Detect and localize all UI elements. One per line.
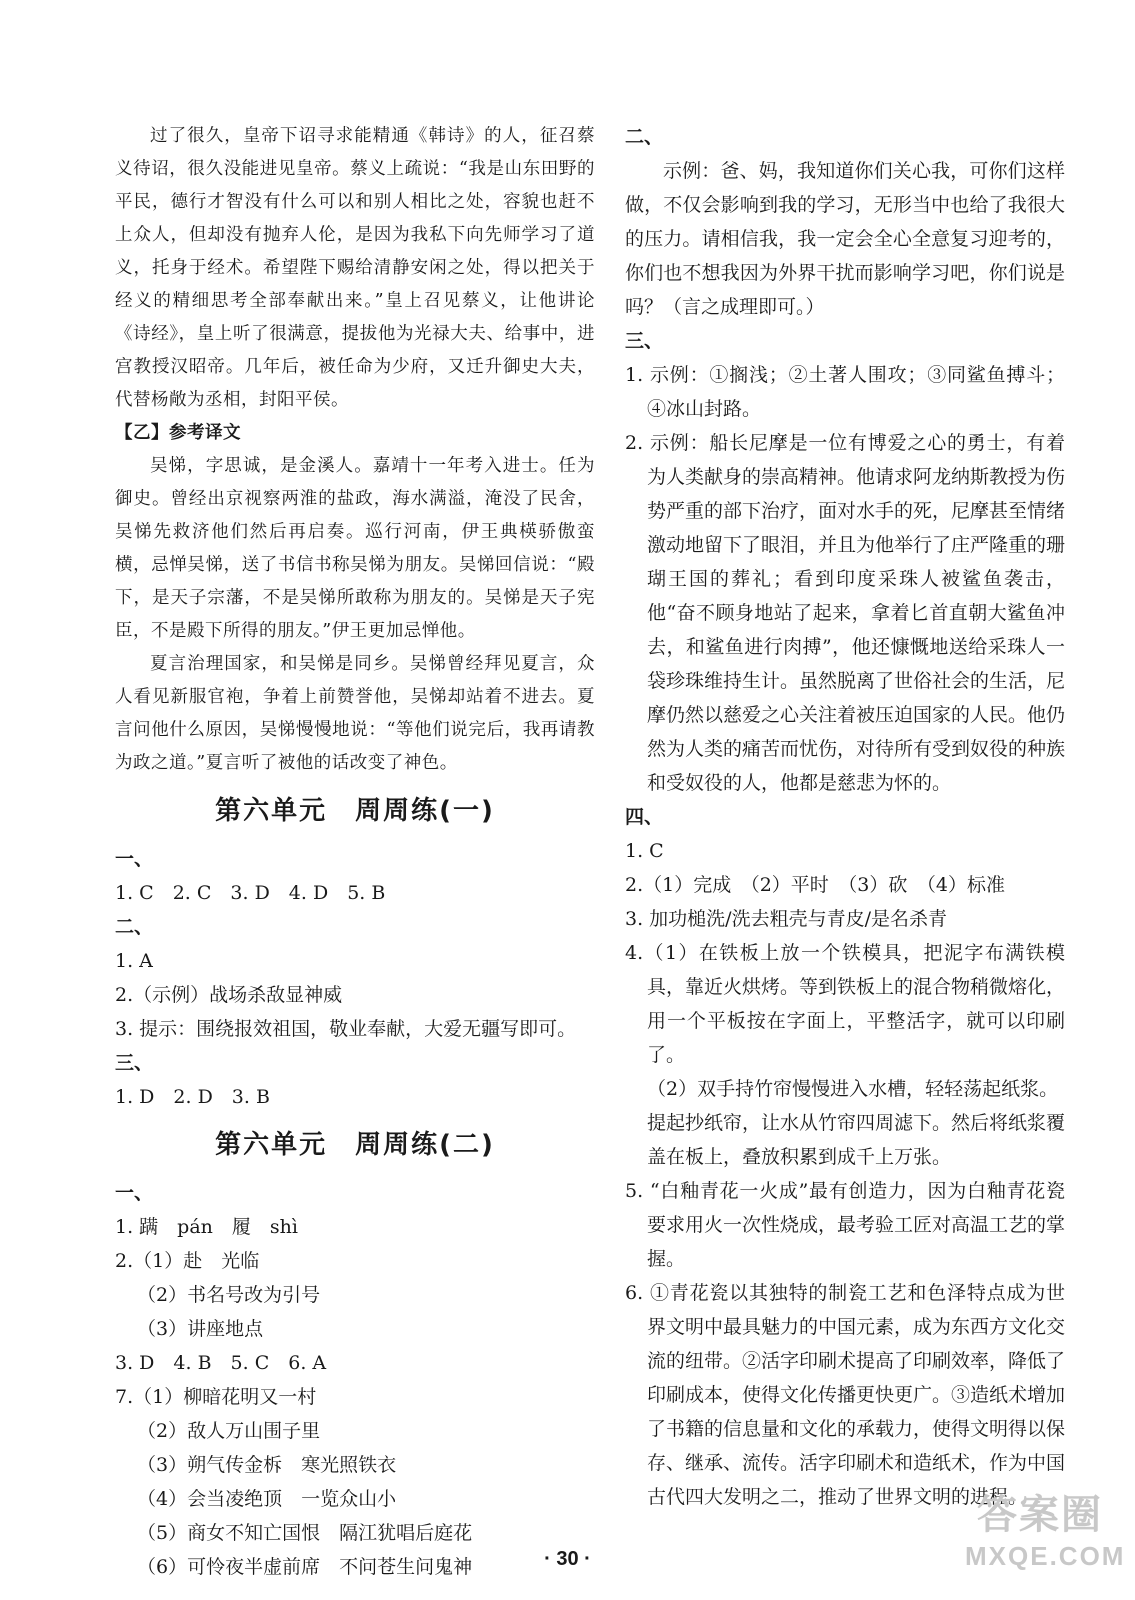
answer-line: （3）朔气传金柝 寒光照铁衣 <box>137 1454 397 1476</box>
answer-paragraph: （2）双手持竹帘慢慢进入水槽，轻轻荡起纸浆。提起抄纸帘，让水从竹帘四周滤下。然后将纸浆覆盖在板上，叠放积累到成千上万张。 <box>647 1078 1066 1168</box>
section-number: 二、 <box>625 126 664 148</box>
answer-line: 7.（1）柳暗花明又一村 <box>115 1386 317 1408</box>
answer-line: 1. D 2. D 3. B <box>115 1086 270 1108</box>
translation-block <box>115 120 595 780</box>
section-number: 一、 <box>115 848 154 870</box>
answer-paragraph: 5. “白釉青花一火成”最有创造力，因为白釉青花瓷要求用火一次性烧成，最考验工匠对高温工艺的掌握。 <box>625 1180 1066 1270</box>
section-title: 第六单元 周周练(一) <box>215 796 495 826</box>
section-title: 第六单元 周周练(二) <box>215 1130 495 1160</box>
translation-paragraph: 过了很久，皇帝下诏寻求能精通《韩诗》的人，征召蔡义待诏，很久没能进见皇帝。蔡义上疏说：“我是山东田野的平民，德行才智没有什么可以和别人相比之处，容貌也赶不上众人，但却没有抛弃人伦，是因为我私下向先师学习了道义，托身于经术。希望陛下赐给清静安闲之处，得以把关于经义的精细思考全部奉献出来。”皇上召见蔡义，让他讲论《诗经》，皇上听了很满意，提拔他为光禄大夫、给事中，进宫教授汉昭帝。几年后，被任命为少府，又迁升御史大夫，代替杨敞为丞相，封阳平侯。 <box>115 126 595 410</box>
watermark-url: MXQE.COM <box>965 1541 1126 1571</box>
left-column <box>115 120 595 1584</box>
answer-line: （2）敌人万山围子里 <box>137 1420 321 1442</box>
section-number: 三、 <box>625 330 664 352</box>
translation-paragraph: 吴悌，字思诚，是金溪人。嘉靖十一年考入进士。任为御史。曾经出京视察两淮的盐政，海水满溢，淹没了民舍，吴悌先救济他们然后再启奏。巡行河南，伊王典楧骄傲蛮横，忌惮吴悌，送了书信书称吴悌为朋友。吴悌回信说：“殿下，是天子宗藩，不是吴悌所敢称为朋友的。吴悌是天子宪臣，不是殿下所得的朋友。”伊王更加忌惮他。 <box>115 456 595 641</box>
answer-line: （2）书名号改为引号 <box>137 1284 321 1306</box>
unit6-practice-1 <box>115 794 595 1114</box>
answer-line: （4）会当凌绝顶 一览众山小 <box>137 1488 397 1510</box>
answer-line: 3. D 4. B 5. C 6. A <box>115 1352 327 1374</box>
answer-line: 3. 加功槌洗/洗去粗壳与青皮/是名杀青 <box>625 908 947 930</box>
answer-paragraph: 示例：爸、妈，我知道你们关心我，可你们这样做，不仅会影响到我的学习，无形当中也给了我很大的压力。请相信我，我一定会全心全意复习迎考的，你们也不想我因为外界干扰而影响学习吧，你们说是吗？（言之成理即可。） <box>625 160 1065 318</box>
watermark-logo <box>965 1490 1126 1590</box>
answer-line: （3）讲座地点 <box>137 1318 264 1340</box>
watermark-text: 答案圈 <box>977 1493 1103 1537</box>
answer-line: 2.（示例）战场杀敌显神威 <box>115 984 343 1006</box>
translation-paragraph: 夏言治理国家，和吴悌是同乡。吴悌曾经拜见夏言，众人看见新服官袍，争着上前赞誉他，吴悌却站着不进去。夏言问他什么原因，吴悌慢慢地说：“等他们说完后，我再请教为政之道。”夏言听了被他的话改变了神色。 <box>115 654 595 773</box>
answer-line: 2.（1）完成 （2）平时 （3）砍 （4）标准 <box>625 874 1005 896</box>
section-number: 一、 <box>115 1182 154 1204</box>
answer-line: 2.（1）赴 光临 <box>115 1250 260 1272</box>
page-number: · 30 · <box>544 1548 591 1570</box>
answer-line: 1. C <box>625 840 664 862</box>
unit6-practice-2 <box>115 1128 595 1584</box>
answer-line: （6）可怜夜半虚前席 不问苍生问鬼神 <box>137 1556 473 1578</box>
answer-line: （5）商女不知亡国恨 隔江犹唱后庭花 <box>137 1522 473 1544</box>
section-number: 四、 <box>625 806 664 828</box>
answer-line: 1. A <box>115 950 153 972</box>
section-number: 三、 <box>115 1052 154 1074</box>
answer-line: 1. C 2. C 3. D 4. D 5. B <box>115 882 386 904</box>
answer-line: 3. 提示：围绕报效祖国，敬业奉献，大爱无疆写即可。 <box>115 1018 577 1040</box>
answer-paragraph: 6. ①青花瓷以其独特的制瓷工艺和色泽特点成为世界文明中最具魅力的中国元素，成为东西方文化交流的纽带。②活字印刷术提高了印刷效率，降低了印刷成本，使得文化传播更快更广。③造纸术增加了书籍的信息量和文化的承载力，使得文明得以保存、继承、流传。活字印刷术和造纸术，作为中国古代四大发明之二，推动了世界文明的进程。 <box>625 1282 1066 1508</box>
answer-paragraph: 1. 示例：①搁浅；②土著人围攻；③同鲨鱼搏斗；④冰山封路。 <box>625 364 1065 420</box>
yi-translation-label: 【乙】参考译文 <box>115 423 241 443</box>
section-number: 二、 <box>115 916 154 938</box>
answer-line: 1. 蹒 pán 履 shì <box>115 1216 298 1238</box>
answer-paragraph: 4.（1）在铁板上放一个铁模具，把泥字布满铁模具，靠近火烘烤。等到铁板上的混合物稍微熔化，用一个平板按在字面上，平整活字，就可以印刷了。 <box>625 942 1066 1066</box>
answer-paragraph: 2. 示例：船长尼摩是一位有博爱之心的勇士，有着为人类献身的崇高精神。他请求阿龙纳斯教授为伤势严重的部下治疗，面对水手的死，尼摩甚至情绪激动地留下了眼泪，并且为他举行了庄严隆重的珊瑚王国的葬礼；看到印度采珠人被鲨鱼袭击，他“奋不顾身地站了起来，拿着匕首直朝大鲨鱼冲去，和鲨鱼进行肉搏”，他还慷慨地送给采珠人一袋珍珠维持生计。虽然脱离了世俗社会的生活，尼摩仍然以慈爱之心关注着被压迫国家的人民。他仍然为人类的痛苦而忧伤，对待所有受到奴役的种族和受奴役的人，他都是慈悲为怀的。 <box>625 432 1066 794</box>
right-column <box>625 120 1065 1514</box>
